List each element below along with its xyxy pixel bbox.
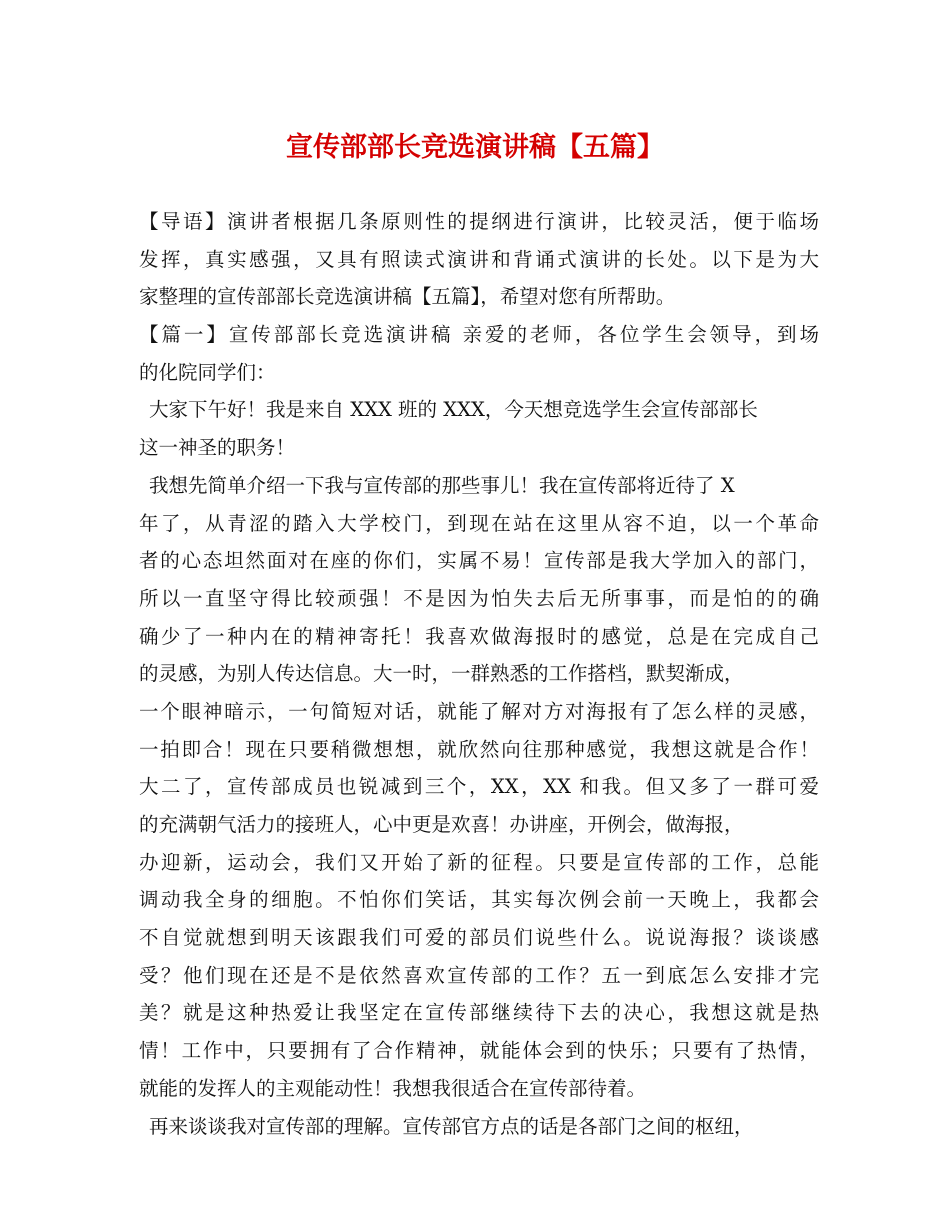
text-line: 确少了一种内在的精神寄托！我喜欢做海报时的感觉，总是在完成自己 xyxy=(139,624,819,648)
text-line: 大家下午好！我是来自 XXX 班的 XXX，今天想竞选学生会宣传部部长 xyxy=(149,398,758,422)
text-line: 这一神圣的职务！ xyxy=(139,436,296,460)
text-line: 美？就是这种热爱让我坚定在宣传部继续待下去的决心，我想这就是热 xyxy=(139,1001,819,1025)
text-line: 的充满朝气活力的接班人，心中更是欢喜！办讲座，开例会，做海报， xyxy=(139,813,744,836)
text-line: 家整理的宣传部部长竞选演讲稿【五篇】，希望对您有所帮助。 xyxy=(139,285,676,309)
text-line: 不自觉就想到明天该跟我们可爱的部员们说些什么。说说海报？谈谈感 xyxy=(139,926,819,950)
text-line: 【导语】演讲者根据几条原则性的提纲进行演讲，比较灵活，便于临场 xyxy=(139,210,819,233)
text-line: 一拍即合！现在只要稍微想想，就欣然向往那种感觉，我想这就是合作！ xyxy=(139,737,819,761)
text-line: 办迎新，运动会，我们又开始了新的征程。只要是宣传部的工作，总能 xyxy=(139,850,819,874)
text-line: 就能的发挥人的主观能动性！我想我很适合在宣传部待着。 xyxy=(139,1076,647,1100)
text-line: 的化院同学们： xyxy=(139,360,276,384)
text-line: 所以一直坚守得比较顽强！不是因为怕失去后无所事事，而是怕的的确 xyxy=(139,586,819,610)
text-line: 年了，从青涩的踏入大学校门，到现在站在这里从容不迫，以一个革命 xyxy=(139,511,819,535)
text-line: 再来谈谈我对宣传部的理解。宣传部官方点的话是各部门之间的枢纽， xyxy=(149,1114,754,1138)
text-line: 大二了，宣传部成员也锐减到三个，XX，XX 和我。但又多了一群可爱 xyxy=(139,775,819,799)
text-line: 受？他们现在还是不是依然喜欢宣传部的工作？五一到底怎么安排才完 xyxy=(139,963,819,987)
text-line: 调动我全身的细胞。不怕你们笑话，其实每次例会前一天晚上，我都会 xyxy=(139,888,819,912)
text-line: 一个眼神暗示，一句简短对话，就能了解对方对海报有了怎么样的灵感， xyxy=(139,699,819,723)
text-line: 者的心态坦然面对在座的你们，实属不易！宣传部是我大学加入的部门， xyxy=(139,549,819,573)
text-line: 情！工作中，只要拥有了合作精神，就能体会到的快乐；只要有了热情， xyxy=(139,1039,819,1063)
text-line: 【篇一】宣传部部长竞选演讲稿 亲爱的老师，各位学生会领导，到场 xyxy=(139,323,819,347)
document-title: 宣传部部长竞选演讲稿【五篇】 xyxy=(286,132,664,163)
text-line: 的灵感，为别人传达信息。大一时，一群熟悉的工作搭档，默契渐成， xyxy=(139,662,744,686)
text-line: 我想先简单介绍一下我与宣传部的那些事儿！我在宣传部将近待了 X xyxy=(149,473,735,497)
text-line: 发挥，真实感强，又具有照读式演讲和背诵式演讲的长处。以下是为大 xyxy=(139,247,819,271)
document-body xyxy=(139,203,819,1145)
